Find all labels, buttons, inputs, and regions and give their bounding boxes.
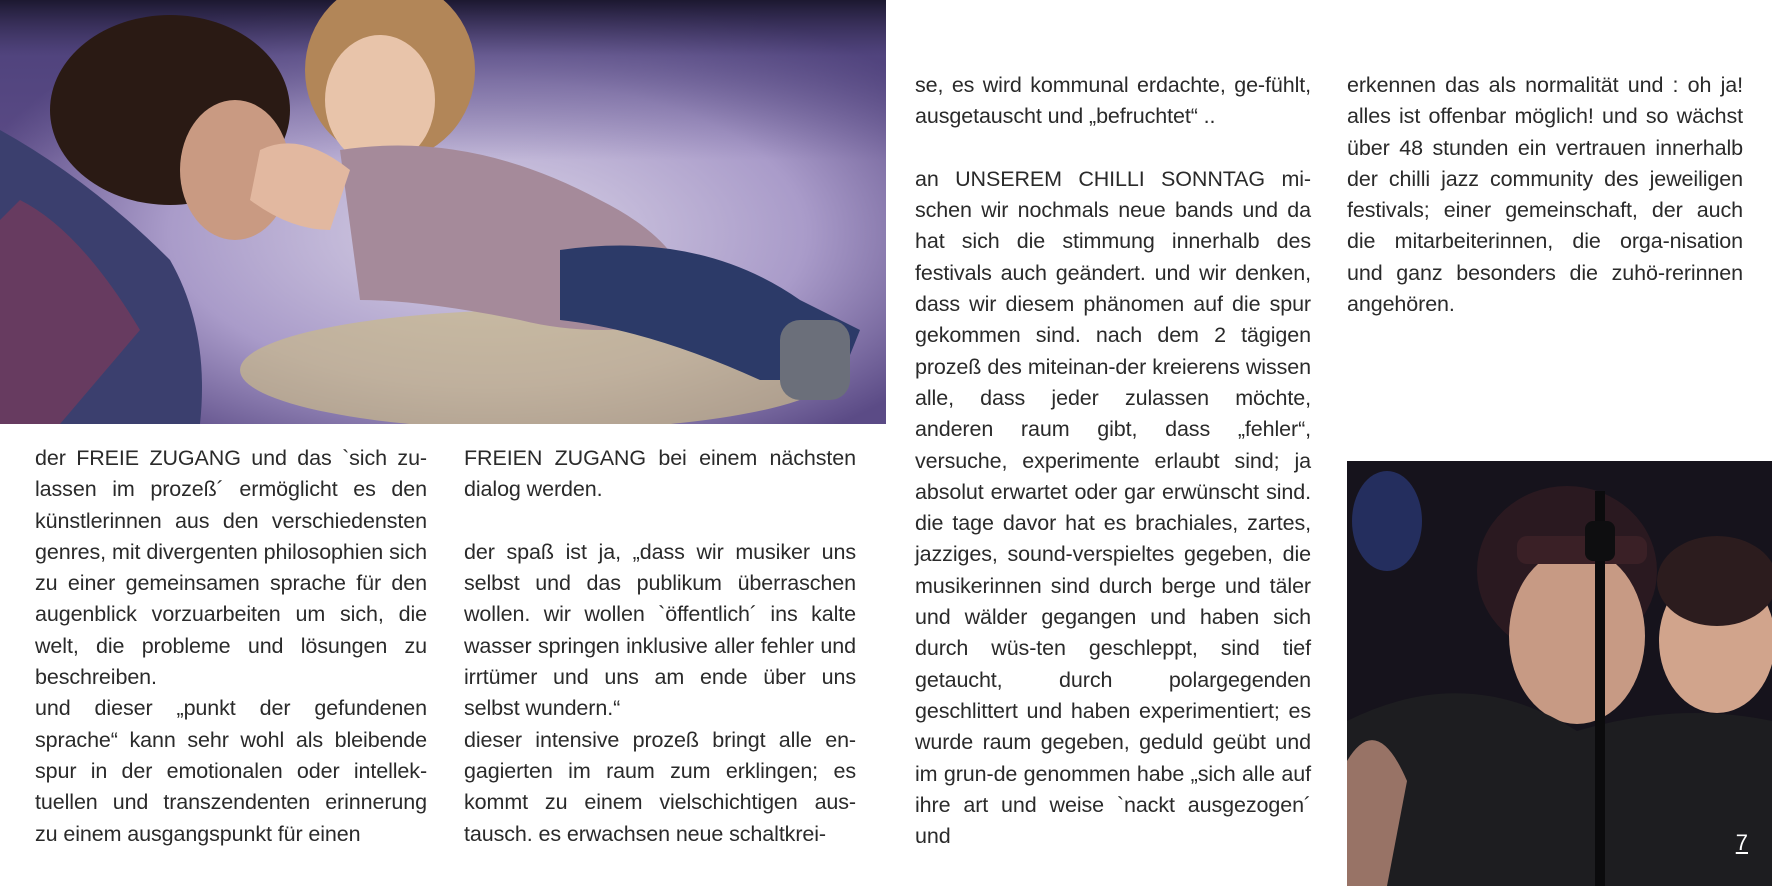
paragraph: se, es wird kommunal erdachte, ge-fühlt, ausgetauscht und „befruchtet“ .. bbox=[915, 73, 1311, 129]
photo-singers bbox=[1347, 461, 1772, 886]
paragraph: der spaß ist ja, „dass wir musiker uns selbst und das publikum überraschen wollen. wir wollen `öffentlich´ ins kalte wasser springen inklusive aller fehler und irrtümer und uns am ende über uns selbst wundern.“ bbox=[464, 539, 856, 721]
text-column-4 bbox=[1347, 70, 1743, 320]
photo-woman-and-child bbox=[0, 0, 886, 424]
paragraph: dieser intensive prozeß bringt alle en-gagierten im raum zum erklingen; es kommt zu einem vielschichtigen aus-tausch. es erwachsen neue schaltkrei- bbox=[464, 727, 856, 846]
paragraph: der FREIE ZUGANG und das `sich zu-lassen im prozeß´ ermöglicht es den künstlerinnen aus den verschiedensten genres, mit divergenten philosophien sich zu einer gemeinsamen sprache für den augenblick vorzuarbeiten um sich, die welt, die probleme und lösungen zu beschreiben. bbox=[35, 446, 427, 690]
paragraph: an UNSEREM CHILLI SONNTAG mi-schen wir nochmals neue bands und da hat sich die stimmung innerhalb des festivals auch geändert. und wir denken, dass wir diesem phänomen auf die spur gekommen sind. nach dem 2 tägigen prozeß des miteinan-der kreierens wissen alle, dass jeder zulassen möchte, anderen raum gibt, dass „fehler“, versuche, experimente erlaubt sind; ja absolut erwartet oder gar erwünscht sind. die tage davor hat es brachiales, zartes, jazziges, sound-verspieltes gegeben, die musikerinnen sind durch berge und täler und wälder gegangen und haben sich durch wüs-ten geschleppt, sind tief getaucht, durch polargegenden geschlittert und haben experimentiert; es wurde raum gegeben, geduld geübt und im grun-de genommen habe „sich alle auf ihre art und weise `nackt ausgezogen´ und bbox=[915, 166, 1311, 849]
text-column-3 bbox=[915, 70, 1311, 852]
paragraph: erkennen das als normalität und : oh ja! alles ist offenbar möglich! und so wächst über 48 stunden ein vertrauen innerhalb der chilli jazz community des jeweiligen festivals; einer gemeinschaft, der auch die mitarbeiterinnen, die orga-nisation und ganz besonders die zuhö-rerinnen angehören. bbox=[1347, 73, 1743, 317]
page-number: 7 bbox=[1735, 830, 1748, 855]
text-column-1 bbox=[35, 443, 427, 850]
text-column-2 bbox=[464, 443, 856, 850]
paragraph: FREIEN ZUGANG bei einem nächsten dialog werden. bbox=[464, 446, 856, 502]
paragraph: und dieser „punkt der gefundenen sprache“ kann sehr wohl als bleibende spur in der emotionalen oder intellek-tuellen und transzendenten erinnerung zu einem ausgangspunkt für einen bbox=[35, 696, 427, 846]
